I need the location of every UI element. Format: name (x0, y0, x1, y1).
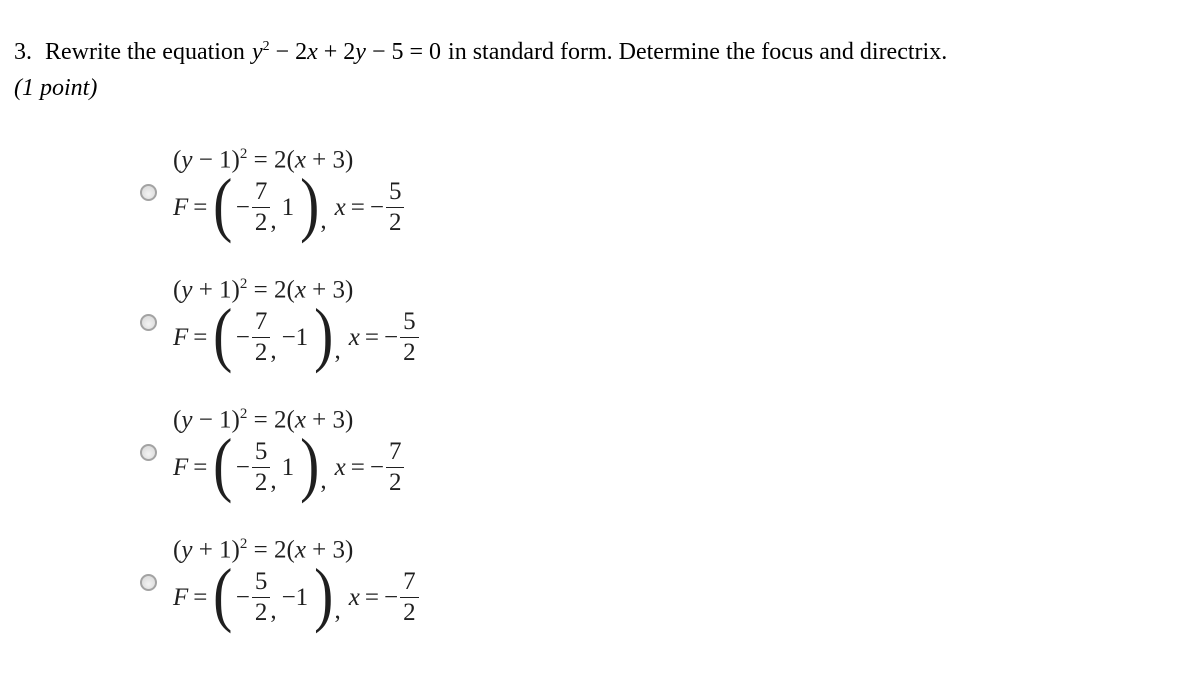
question-equation: $y^2 - 2x + 2y - 5 = 0$ (251, 39, 442, 65)
directrix-variable: x (348, 584, 360, 611)
option-4-focus-directrix: F = ( − $\frac{5}{2}$ , −1 ) , x = − $\frac{7}{2}$ (173, 565, 419, 631)
focus-x-fraction: $\frac{5}{2}$ (252, 568, 271, 628)
open-paren: ( (213, 164, 233, 245)
focus-x-fraction: $\frac{7}{2}$ (252, 308, 271, 368)
focus-symbol: F (173, 194, 189, 221)
radio-button-option-2[interactable] (140, 314, 157, 331)
radio-button-option-4[interactable] (140, 574, 157, 591)
option-4-math (173, 523, 419, 635)
close-paren: ) (300, 164, 320, 245)
open-paren: ( (213, 554, 233, 635)
question-after-math: in standard form. Determine the focus and directrix. (448, 39, 948, 65)
option-2-focus-directrix: F = ( − $\frac{7}{2}$ , −1 ) , x = − $\frac{5}{2}$ (173, 305, 419, 371)
radio-column (140, 263, 173, 371)
option-1-math (173, 133, 404, 245)
directrix-fraction: $\frac{7}{2}$ (386, 438, 405, 498)
directrix-variable: x (334, 194, 346, 221)
close-paren: ) (300, 424, 320, 505)
option-3-math (173, 393, 404, 505)
option-2-equation: $(y + 1)^2 = 2(x + 3)$ (173, 276, 354, 304)
radio-column (140, 133, 173, 241)
answer-option-2 (140, 263, 1180, 375)
close-paren: ) (314, 294, 334, 375)
directrix-variable: x (334, 454, 346, 481)
focus-symbol: F (173, 324, 189, 351)
option-1-focus-directrix: F = ( − $\frac{7}{2}$ , 1 ) , x = − $\frac{5}{2}$ (173, 175, 404, 241)
option-1-equation: $(y - 1)^2 = 2(x + 3)$ (173, 146, 354, 174)
radio-button-option-1[interactable] (140, 184, 157, 201)
directrix-fraction: $\frac{5}{2}$ (386, 178, 405, 238)
focus-x-fraction: $\frac{7}{2}$ (252, 178, 271, 238)
question-number: 3. (14, 39, 32, 65)
open-paren: ( (213, 424, 233, 505)
open-paren: ( (213, 294, 233, 375)
points-label: (1 point) (14, 75, 98, 101)
radio-column (140, 393, 173, 501)
radio-button-option-3[interactable] (140, 444, 157, 461)
close-paren: ) (314, 554, 334, 635)
focus-x-fraction: $\frac{5}{2}$ (252, 438, 271, 498)
answer-option-4 (140, 523, 1180, 635)
option-4-equation: $(y + 1)^2 = 2(x + 3)$ (173, 536, 354, 564)
option-3-equation: $(y - 1)^2 = 2(x + 3)$ (173, 406, 354, 434)
question-text (14, 30, 1180, 69)
question-before-math: Rewrite the equation (45, 39, 245, 65)
directrix-variable: x (348, 324, 360, 351)
directrix-fraction: $\frac{5}{2}$ (400, 308, 419, 368)
answer-option-3 (140, 393, 1180, 505)
option-3-focus-directrix: F = ( − $\frac{5}{2}$ , 1 ) , x = − $\frac{7}{2}$ (173, 435, 404, 501)
answer-option-1 (140, 133, 1180, 245)
directrix-fraction: $\frac{7}{2}$ (400, 568, 419, 628)
focus-symbol: F (173, 454, 189, 481)
answer-options (140, 133, 1180, 635)
radio-column (140, 523, 173, 631)
option-2-math (173, 263, 419, 375)
focus-symbol: F (173, 584, 189, 611)
